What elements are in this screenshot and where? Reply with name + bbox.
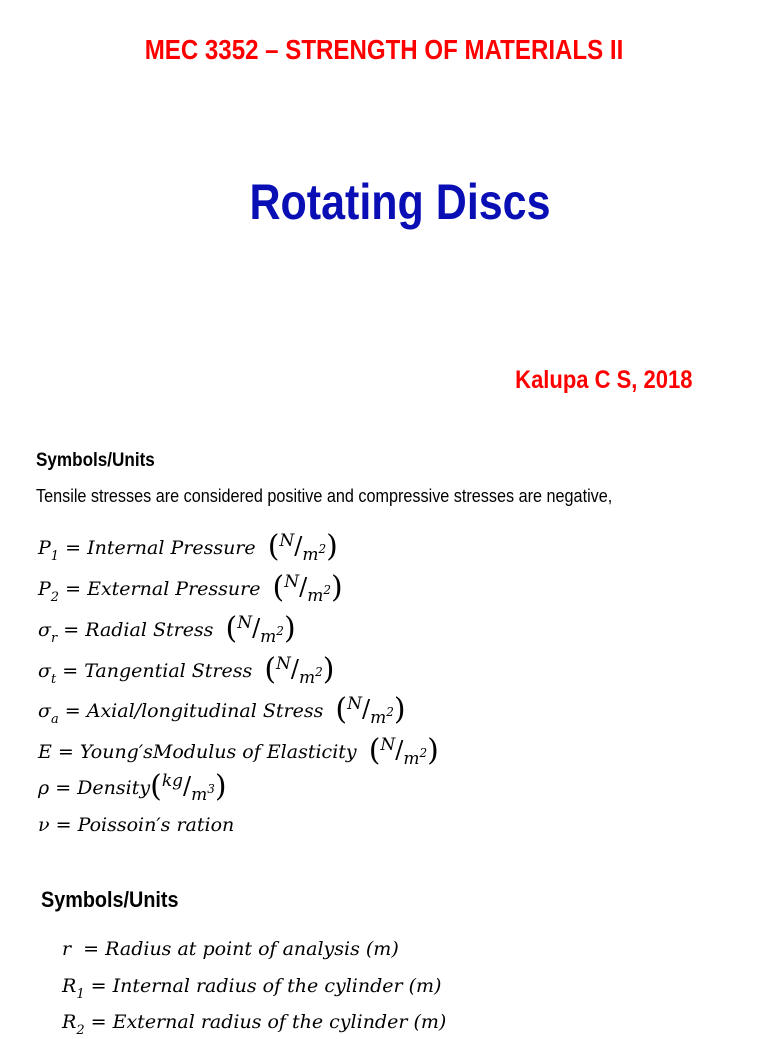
unit-fraction: $(N/m^2)$ — [267, 529, 338, 565]
course-title: MEC 3352 – STRENGTH OF MATERIALS II — [144, 34, 624, 65]
author-line: Kalupa C S, 2018 — [514, 366, 692, 394]
unit-fraction: $(N/m^2)$ — [368, 733, 439, 769]
definition-tangential-stress: $\sigma_t$ = Tangential Stress $(N/m^2)$ — [38, 652, 335, 688]
section-heading: Symbols/Units — [36, 450, 155, 471]
unit-fraction: $(kg/m^3)$ — [150, 769, 227, 805]
definition-density: $\rho = Density(kg/m^3)$ — [38, 769, 227, 805]
definition-youngs-modulus: E = Young′sModulus of Elasticity $(N/m^2)$ — [38, 733, 439, 769]
definition-radial-stress: $\sigma_r$ = Radial Stress $(N/m^2)$ — [38, 611, 296, 647]
definition-external-radius: $R_2$ = External radius of the cylinder (m) — [62, 1011, 447, 1038]
definition-internal-radius: $R_1$ = Internal radius of the cylinder (m) — [62, 975, 442, 1002]
definition-external-pressure: $P_2$ = External Pressure $(N/m^2)$ — [38, 570, 343, 606]
intro-text: Tensile stresses are considered positive and compressive stresses are negative, — [36, 486, 613, 506]
definition-internal-pressure: $P_1$ = Internal Pressure $(N/m^2)$ — [38, 529, 338, 565]
definition-radius: r = Radius at point of analysis (m) — [62, 938, 399, 960]
unit-fraction: $(N/m^2)$ — [335, 692, 406, 728]
document-title: Rotating Discs — [249, 174, 551, 230]
section-heading-2: Symbols/Units — [41, 887, 179, 912]
definition-axial-stress: $\sigma_a$ = Axial/longitudinal Stress $(N/m^2)$ — [38, 692, 406, 728]
unit-fraction: $(N/m^2)$ — [272, 570, 343, 606]
unit-fraction: $(N/m^2)$ — [264, 652, 335, 688]
definition-poisson-ratio: ν = Poissoin′s ration — [38, 814, 235, 836]
unit-fraction: $(N/m^2)$ — [225, 611, 296, 647]
